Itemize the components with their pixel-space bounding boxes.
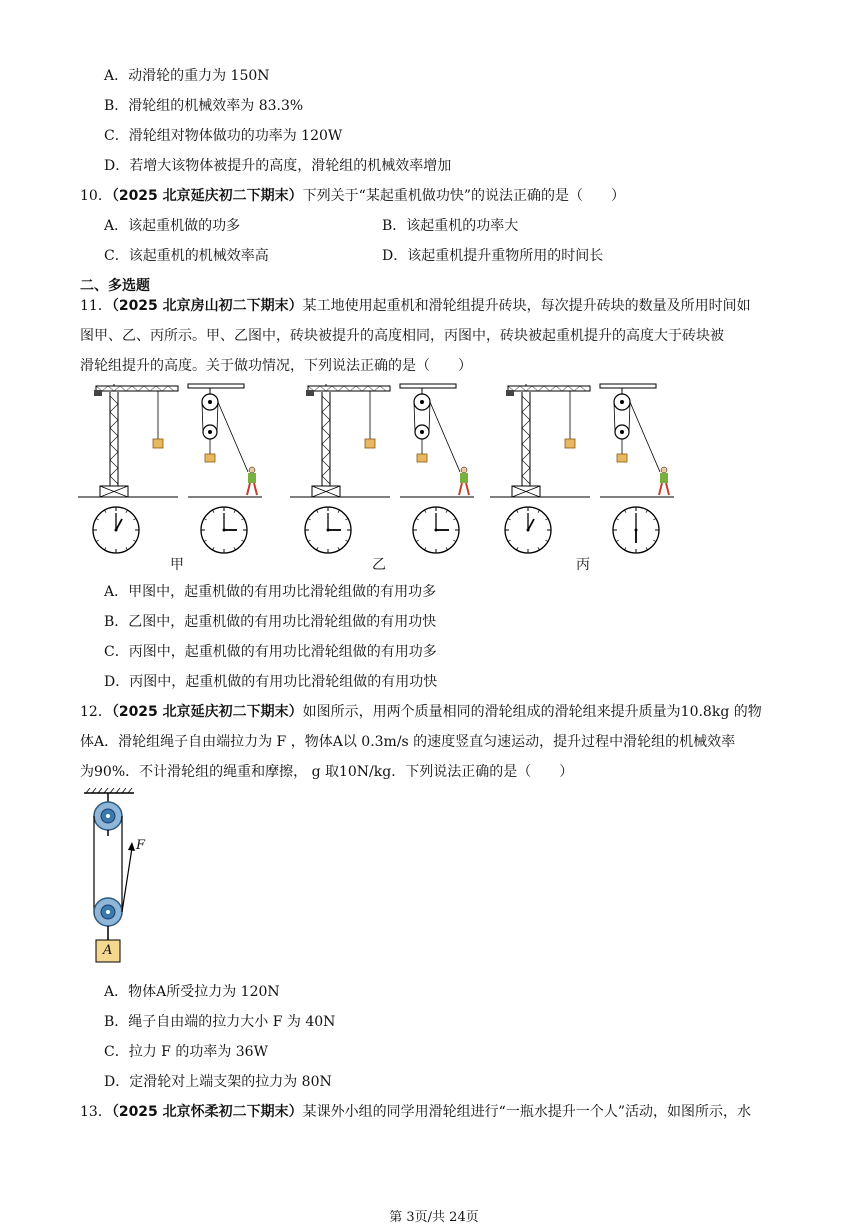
- q10-text: 下列关于“某起重机做功快”的说法正确的是（ ）: [302, 188, 625, 204]
- clock-yi-pulley: [413, 507, 459, 553]
- q9-option-d: D．若增大该物体被提升的高度，滑轮组的机械效率增加: [104, 158, 452, 174]
- q12-stem-line3: 为90%．不计滑轮组的绳重和摩擦， g 取10N/kg．下列说法正确的是（ ）: [80, 764, 574, 780]
- q12-option-d: D．定滑轮对上端支架的拉力为 80N: [104, 1074, 332, 1090]
- q12-option-b: B．绳子自由端的拉力大小 F 为 40N: [104, 1014, 336, 1030]
- q12-stem-line2: 体A．滑轮组绳子自由端拉力为 F ，物体A以 0.3m/s 的速度竖直匀速运动，提升过程中滑轮组的机械效率: [80, 734, 736, 750]
- q13-source: （2025 北京怀柔初二下期末）: [111, 1104, 303, 1120]
- force-label: F: [136, 838, 146, 853]
- section-title: 二、多选题: [80, 278, 150, 294]
- q11-text-1: 某工地使用起重机和滑轮组提升砖块，每次提升砖块的数量及所用时间如: [302, 298, 751, 314]
- q13-text-1: 某课外小组的同学用滑轮组进行“一瓶水提升一个人”活动，如图所示，水: [302, 1104, 751, 1120]
- clock-bing-crane: [505, 507, 551, 553]
- q9-option-c: C．滑轮组对物体做功的功率为 120W: [104, 128, 343, 144]
- q10-number: 10．: [80, 188, 112, 204]
- q11-option-c: C．丙图中，起重机做的有用功比滑轮组做的有用功多: [104, 644, 437, 660]
- q11-figure: [78, 382, 678, 572]
- q11-source: （2025 北京房山初二下期末）: [111, 298, 303, 314]
- q9-option-b: B．滑轮组的机械效率为 83.3%: [104, 98, 304, 114]
- q12-option-a: A．物体A所受拉力为 120N: [104, 984, 280, 1000]
- q11-stem-line1: [80, 296, 751, 316]
- object-label: A: [103, 943, 113, 958]
- q12-number: 12．: [80, 704, 112, 720]
- q10-option-d: D．该起重机提升重物所用的时间长: [382, 248, 604, 264]
- q12-option-c: C．拉力 F 的功率为 36W: [104, 1044, 268, 1060]
- figure-yi-pulley: [400, 384, 474, 497]
- q11-option-b: B．乙图中，起重机做的有用功比滑轮组做的有用功快: [104, 614, 437, 630]
- figure-jia-crane: [78, 384, 178, 497]
- figure-yi-crane: [290, 384, 390, 497]
- q9-option-a: A．动滑轮的重力为 150N: [104, 68, 270, 84]
- q12-source: （2025 北京延庆初二下期末）: [111, 704, 303, 720]
- q10-stem: [80, 186, 625, 206]
- q11-option-a: A．甲图中，起重机做的有用功比滑轮组做的有用功多: [104, 584, 437, 600]
- figure-label-yi: 乙: [372, 557, 386, 573]
- q12-stem-line1: [80, 702, 762, 722]
- q11-option-d: D．丙图中，起重机做的有用功比滑轮组做的有用功快: [104, 674, 438, 690]
- figure-bing-crane: [490, 384, 590, 497]
- q11-stem-line3: 滑轮组提升的高度。关于做功情况，下列说法正确的是（ ）: [80, 358, 472, 374]
- clock-bing-pulley: [613, 507, 659, 553]
- q12-text-1: 如图所示，用两个质量相同的滑轮组成的滑轮组来提升质量为10.8kg 的物: [302, 704, 762, 720]
- q12-figure: [84, 788, 154, 970]
- clock-yi-crane: [305, 507, 351, 553]
- figure-label-bing: 丙: [576, 557, 590, 573]
- q13-number: 13．: [80, 1104, 112, 1120]
- q11-stem-line2: 图甲、乙、丙所示。甲、乙图中，砖块被提升的高度相同，丙图中，砖块被起重机提升的高度大于砖块被: [80, 328, 724, 344]
- q10-option-b: B．该起重机的功率大: [382, 218, 519, 234]
- figure-jia-pulley: [188, 384, 262, 497]
- clock-jia-crane: [93, 507, 139, 553]
- q10-option-c: C．该起重机的机械效率高: [104, 248, 269, 264]
- q13-stem-line1: [80, 1102, 751, 1122]
- q11-number: 11．: [80, 298, 112, 314]
- page-number: 第 3页/共 24页: [389, 1210, 479, 1225]
- q10-option-a: A．该起重机做的功多: [104, 218, 241, 234]
- q10-source: （2025 北京延庆初二下期末）: [111, 188, 303, 204]
- figure-bing-pulley: [600, 384, 674, 497]
- clock-jia-pulley: [201, 507, 247, 553]
- figure-label-jia: 甲: [170, 557, 184, 573]
